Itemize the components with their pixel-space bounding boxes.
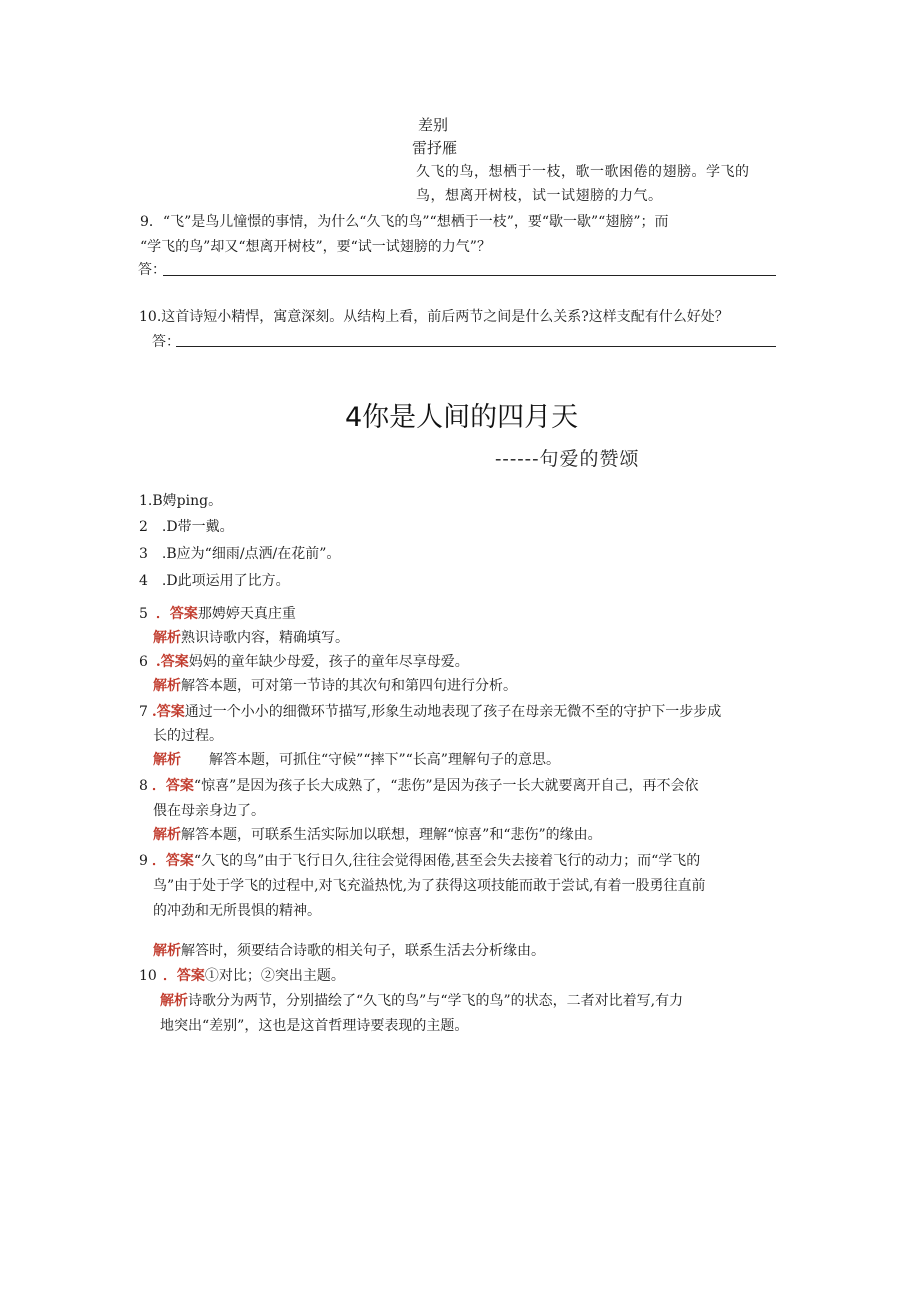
answer-1: 1.B娉ping。 bbox=[139, 493, 223, 509]
answer-9-cont: 的冲劲和无所畏惧的精神。 bbox=[153, 903, 321, 919]
answer-text: “久飞的鸟”由于飞行日久,往往会觉得困倦,甚至会失去接着飞行的动力；而“学飞的 bbox=[193, 853, 701, 869]
answer-text: 那娉婷天真庄重 bbox=[197, 606, 296, 622]
answer-9 bbox=[139, 850, 700, 870]
section-subtitle: ------句爱的赞颂 bbox=[495, 448, 640, 470]
answer-label: 答： bbox=[138, 262, 166, 278]
question-9 bbox=[140, 211, 669, 231]
poem-line: 鸟，想离开树枝，试一试翅膀的力气。 bbox=[416, 188, 663, 204]
analysis-10 bbox=[160, 990, 683, 1010]
poem-line: 久飞的鸟，想栖于一枝，歌一歌困倦的翅膀。学飞的 bbox=[416, 164, 750, 180]
answer-label: ．答案 bbox=[155, 606, 198, 622]
analysis-text: 解答本题，可联系生活实际加以联想，理解“惊喜”和“悲伤”的缘由。 bbox=[181, 827, 602, 843]
answer-10 bbox=[139, 965, 345, 985]
analysis-label: 解析 bbox=[153, 752, 181, 768]
answer-number: 5 bbox=[139, 606, 148, 622]
answer-text: 妈妈的童年缺少母爱，孩子的童年尽享母爱。 bbox=[188, 654, 469, 670]
answer-4 bbox=[139, 570, 290, 590]
answer-number: 7 bbox=[139, 704, 148, 720]
analysis-7 bbox=[153, 749, 560, 769]
poem-title: 差别 bbox=[418, 116, 449, 134]
analysis-text: 诗歌分为两节，分别描绘了“久飞的鸟”与“学飞的鸟”的状态，二者对比着写,有力 bbox=[188, 993, 684, 1009]
question-9-cont: “学飞的鸟”却又“想离开树枝”，要“试一试翅膀的力气”？ bbox=[140, 239, 491, 255]
answer-number: 3 bbox=[139, 546, 148, 562]
analysis-9 bbox=[153, 940, 545, 960]
question-10: 10.这首诗短小精悍，寓意深刻。从结构上看，前后两节之间是什么关系?这样支配有什么好处？ bbox=[139, 309, 729, 325]
answer-8 bbox=[139, 775, 699, 795]
analysis-6 bbox=[153, 675, 517, 695]
answer-3 bbox=[139, 543, 340, 563]
answer-number: 2 bbox=[139, 519, 148, 535]
answer-line[interactable] bbox=[176, 346, 776, 347]
analysis-label: 解析 bbox=[160, 993, 188, 1009]
answer-text: ①对比；②突出主题。 bbox=[204, 968, 345, 984]
section-title: 4你是人间的四月天 bbox=[345, 402, 579, 433]
analysis-label: 解析 bbox=[153, 630, 181, 646]
answer-6 bbox=[139, 651, 469, 671]
answer-number: 10 bbox=[139, 968, 157, 984]
analysis-5 bbox=[153, 627, 349, 647]
answer-number: 4 bbox=[139, 573, 148, 589]
answer-7 bbox=[139, 701, 721, 721]
answer-label: ．答案 bbox=[162, 968, 205, 984]
answer-2 bbox=[139, 516, 234, 536]
analysis-text: 解答时，须要结合诗歌的相关句子，联系生活去分析缘由。 bbox=[181, 943, 545, 959]
answer-8-cont: 偎在母亲身边了。 bbox=[153, 803, 265, 819]
answer-label: 答： bbox=[152, 334, 180, 350]
analysis-text: 解答本题，可对第一节诗的其次句和第四句进行分析。 bbox=[181, 678, 517, 694]
answer-7-cont: 长的过程。 bbox=[153, 728, 223, 744]
answer-label: .答案 bbox=[155, 654, 189, 670]
answer-text: .D此项运用了比方。 bbox=[161, 573, 290, 589]
answer-5 bbox=[139, 603, 296, 623]
answer-text: “惊喜”是因为孩子长大成熟了，“悲伤”是因为孩子一长大就要离开自己，再不会依 bbox=[193, 778, 699, 794]
answer-label: .答案 bbox=[151, 704, 185, 720]
question-text: ．“飞”是鸟儿憧憬的事情，为什么“久飞的鸟”“想栖于一枝”，要“歇一歇”“翅膀”；而 bbox=[148, 214, 669, 230]
answer-9-cont: 鸟”由于处于学飞的过程中,对飞充溢热忱,为了获得这项技能而敢于尝试,有着一股勇往直前 bbox=[153, 878, 706, 894]
analysis-text: 熟识诗歌内容，精确填写。 bbox=[181, 630, 349, 646]
answer-text: .B应为“细雨/点洒/在花前”。 bbox=[161, 546, 341, 562]
analysis-label: 解析 bbox=[153, 678, 181, 694]
analysis-label: 解析 bbox=[153, 827, 181, 843]
poem-author: 雷抒雁 bbox=[412, 139, 458, 157]
analysis-text: 解答本题，可抓住“守候”“摔下”“长高”理解句子的意思。 bbox=[209, 752, 560, 768]
answer-text: .D带一戴。 bbox=[161, 519, 234, 535]
answer-label: ．答案 bbox=[151, 853, 194, 869]
answer-number: 6 bbox=[139, 654, 148, 670]
answer-number: 9 bbox=[139, 853, 148, 869]
answer-label: ．答案 bbox=[151, 778, 194, 794]
answer-line[interactable] bbox=[163, 275, 776, 276]
answer-text: 通过一个小小的细微环节描写,形象生动地表现了孩子在母亲无微不至的守护下一步步成 bbox=[184, 704, 722, 720]
question-number: 9 bbox=[140, 214, 149, 230]
answer-number: 8 bbox=[139, 778, 148, 794]
analysis-10-cont: 地突出“差别”，这也是这首哲理诗要表现的主题。 bbox=[160, 1018, 469, 1034]
analysis-8 bbox=[153, 824, 602, 844]
analysis-label: 解析 bbox=[153, 943, 181, 959]
